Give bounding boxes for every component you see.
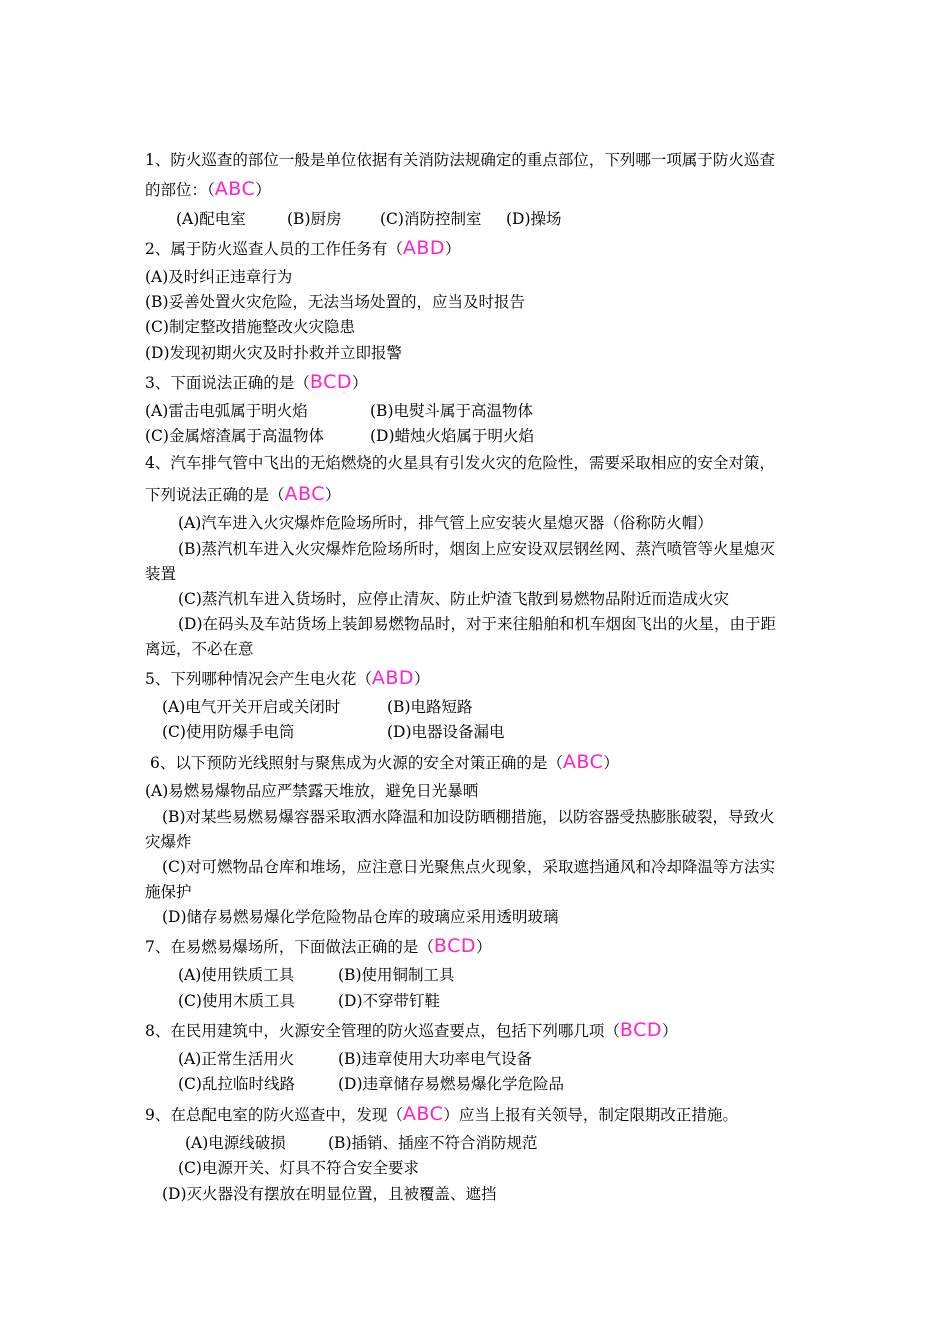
question-9-stem bbox=[145, 1103, 738, 1126]
question-7-option-d: (D)不穿带钉鞋 bbox=[338, 992, 441, 1010]
question-7-option-c: (C)使用木质工具 bbox=[178, 992, 295, 1010]
question-8-option-b: (B)违章使用大功率电气设备 bbox=[338, 1050, 532, 1068]
question-6-option-c: (C)对可燃物品仓库和堆场，应注意日光聚焦点火现象，采取遮挡通风和冷却降温等方法实 bbox=[162, 858, 775, 876]
question-3-stem-prefix: 3、下面说法正确的是（ bbox=[145, 374, 310, 392]
question-1-option-b: (B)厨房 bbox=[287, 210, 342, 228]
question-3-stem-suffix: ） bbox=[351, 374, 368, 392]
question-5-stem-prefix: 5、下列哪种情况会产生电火花（ bbox=[145, 670, 372, 688]
question-8-stem bbox=[145, 1019, 678, 1042]
question-4-stem-suffix: ） bbox=[324, 486, 341, 504]
question-1-stem-suffix: ） bbox=[255, 181, 271, 199]
question-8-stem-prefix: 8、在民用建筑中，火源安全管理的防火巡查要点，包括下列哪几项（ bbox=[145, 1022, 620, 1040]
question-8-option-a: (A)正常生活用火 bbox=[178, 1050, 295, 1068]
question-7-stem-prefix: 7、在易燃易爆场所，下面做法正确的是（ bbox=[145, 938, 434, 956]
question-5-option-c: (C)使用防爆手电筒 bbox=[162, 723, 295, 741]
question-9-stem-prefix: 9、在总配电室的防火巡查中，发现（ bbox=[145, 1106, 403, 1124]
question-2-stem bbox=[145, 237, 461, 260]
question-5-option-a: (A)电气开关开启或关闭时 bbox=[162, 698, 341, 716]
question-1-stem-line1: 1、防火巡查的部位一般是单位依据有关消防法规确定的重点部位，下列哪一项属于防火巡查 bbox=[145, 151, 775, 169]
question-3-option-d: (D)蜡烛火焰属于明火焰 bbox=[370, 427, 535, 445]
question-3-answer: BCD bbox=[309, 371, 352, 393]
question-9-option-d: (D)灭火器没有摆放在明显位置，且被覆盖、遮挡 bbox=[162, 1185, 497, 1203]
question-4-answer: ABC bbox=[284, 483, 325, 505]
question-3-stem bbox=[145, 371, 368, 394]
question-7-stem bbox=[145, 935, 492, 958]
question-9-option-a: (A)电源线破损 bbox=[185, 1134, 286, 1152]
question-4-option-a: (A)汽车进入火灾爆炸危险场所时，排气管上应安装火星熄灭器（俗称防火帽） bbox=[178, 514, 713, 532]
question-6-option-c-cont: 施保护 bbox=[145, 883, 192, 901]
question-7-answer: BCD bbox=[433, 935, 476, 957]
question-6-answer: ABC bbox=[562, 751, 604, 773]
question-6-option-b: (B)对某些易燃易爆容器采取洒水降温和加设防晒棚措施，以防容器受热膨胀破裂，导致火 bbox=[162, 808, 775, 826]
question-6-stem-suffix: ） bbox=[603, 754, 619, 772]
question-4-option-c: (C)蒸汽机车进入货场时，应停止清灰、防止炉渣飞散到易燃物品附近而造成火灾 bbox=[178, 590, 729, 608]
question-2-option-a: (A)及时纠正违章行为 bbox=[145, 268, 293, 286]
question-5-stem-suffix: ） bbox=[414, 670, 430, 688]
question-2-option-b: (B)妥善处置火灾危险，无法当场处置的，应当及时报告 bbox=[145, 293, 525, 311]
question-7-option-a: (A)使用铁质工具 bbox=[178, 966, 295, 984]
question-6-stem bbox=[150, 751, 619, 774]
question-2-option-c: (C)制定整改措施整改火灾隐患 bbox=[145, 318, 355, 336]
question-1-stem-prefix: 的部位：（ bbox=[145, 181, 215, 199]
question-7-stem-suffix: ） bbox=[475, 938, 492, 956]
question-2-stem-suffix: ） bbox=[445, 240, 461, 258]
question-4-stem-line2 bbox=[145, 483, 341, 506]
question-6-option-a: (A)易燃易爆物品应严禁露天堆放，避免日光暴晒 bbox=[145, 782, 479, 800]
question-8-stem-suffix: ） bbox=[661, 1022, 678, 1040]
question-8-option-c: (C)乱拉临时线路 bbox=[178, 1075, 295, 1093]
question-5-option-d: (D)电器设备漏电 bbox=[387, 723, 505, 741]
question-1-stem-line2 bbox=[145, 178, 271, 201]
question-6-stem-prefix: 6、以下预防光线照射与聚焦成为火源的安全对策正确的是（ bbox=[150, 754, 563, 772]
question-6-option-d: (D)储存易燃易爆化学危险物品仓库的玻璃应采用透明玻璃 bbox=[162, 908, 559, 926]
question-1-option-c: (C)消防控制室 bbox=[380, 210, 482, 228]
question-5-stem bbox=[145, 667, 430, 690]
question-2-stem-prefix: 2、属于防火巡查人员的工作任务有（ bbox=[145, 240, 403, 258]
question-7-option-b: (B)使用铜制工具 bbox=[338, 966, 455, 984]
question-6-option-b-cont: 灾爆炸 bbox=[145, 833, 192, 851]
question-5-answer: ABD bbox=[371, 667, 415, 689]
question-3-option-b: (B)电熨斗属于高温物体 bbox=[370, 402, 533, 420]
question-1-option-a: (A)配电室 bbox=[176, 210, 246, 228]
question-4-option-b: (B)蒸汽机车进入火灾爆炸危险场所时，烟囱上应安设双层钢丝网、蒸汽喷管等火星熄灭 bbox=[178, 540, 775, 558]
question-4-option-d-cont: 离远，不必在意 bbox=[145, 640, 254, 658]
question-1-option-d: (D)操场 bbox=[506, 210, 562, 228]
question-3-option-c: (C)金属熔渣属于高温物体 bbox=[145, 427, 324, 445]
question-5-option-b: (B)电路短路 bbox=[387, 698, 473, 716]
question-4-stem-line1: 4、汽车排气管中飞出的无焰燃烧的火星具有引发火灾的危险性，需要采取相应的安全对策， bbox=[145, 454, 775, 472]
question-1-answer: ABC bbox=[214, 178, 256, 200]
question-9-option-b: (B)插销、插座不符合消防规范 bbox=[328, 1134, 538, 1152]
question-4-option-b-cont: 装置 bbox=[145, 565, 177, 583]
question-9-answer: ABC bbox=[402, 1103, 444, 1125]
question-9-stem-suffix: ）应当上报有关领导，制定限期改正措施。 bbox=[443, 1106, 738, 1124]
question-2-option-d: (D)发现初期火灾及时扑救并立即报警 bbox=[145, 344, 403, 362]
question-2-answer: ABD bbox=[402, 237, 446, 259]
question-8-option-d: (D)违章储存易燃易爆化学危险品 bbox=[338, 1075, 565, 1093]
question-3-option-a: (A)雷击电弧属于明火焰 bbox=[145, 402, 308, 420]
question-4-option-d: (D)在码头及车站货场上装卸易燃物品时，对于来往船舶和机车烟囱飞出的火星，由于距 bbox=[178, 615, 777, 633]
question-8-answer: BCD bbox=[619, 1019, 662, 1041]
question-4-stem-prefix: 下列说法正确的是（ bbox=[145, 486, 285, 504]
question-9-option-c: (C)电源开关、灯具不符合安全要求 bbox=[178, 1159, 419, 1177]
